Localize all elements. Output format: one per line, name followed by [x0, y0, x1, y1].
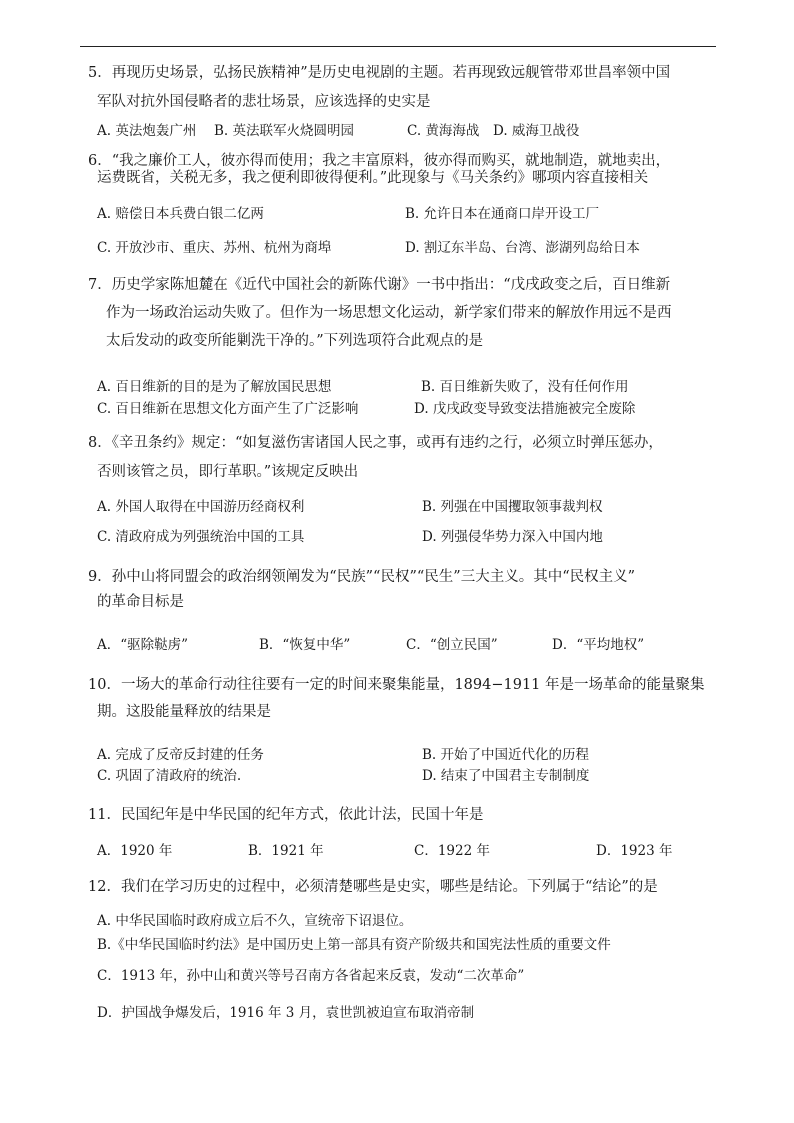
- question-stem-line: 否则该管之员，即行革职。”该规定反映出: [97, 464, 359, 480]
- option-a: A. 英法炮轰广州: [97, 123, 197, 139]
- option-a: A. 外国人取得在中国游历经商权利: [97, 499, 305, 515]
- option-b: B. 列强在中国攫取领事裁判权: [422, 499, 603, 515]
- option-c: C. 开放沙市、重庆、苏州、杭州为商埠: [97, 240, 332, 256]
- question-stem-line: 8．《辛丑条约》规定：“如复滋伤害诸国人民之事，或再有违约之行，必须立时弹压惩办，: [88, 435, 663, 451]
- option-d: D. 威海卫战役: [493, 123, 580, 139]
- option-d: D. 结束了中国君主专制制度: [422, 768, 590, 784]
- header-rule: [80, 46, 716, 47]
- option-b: B. 开始了中国近代化的历程: [422, 747, 590, 763]
- question-stem-line: 期。这股能量释放的结果是: [97, 704, 271, 720]
- option-c: C．1913 年，孙中山和黄兴等号召南方各省起来反袁，发动“二次革命”: [97, 968, 525, 984]
- option-d: D. 列强侵华势力深入中国内地: [422, 529, 603, 545]
- question-stem-line: 11．民国纪年是中华民国的纪年方式，依此计法，民国十年是: [88, 807, 484, 823]
- question-stem-line: 运费既省，关税无多，我之便利即彼得便利。”此现象与《马关条约》哪项内容直接相关: [97, 170, 649, 186]
- option-a: A. 百日维新的目的是为了解放国民思想: [97, 379, 332, 395]
- option-a: A．“驱除鞑虏”: [97, 637, 189, 653]
- option-c: C. 巩固了清政府的统治.: [97, 768, 242, 784]
- question-stem-line: 太后发动的政变所能剿洗干净的。”下列选项符合此观点的是: [106, 333, 484, 349]
- option-c: C．1922 年: [414, 843, 490, 859]
- option-a: A. 完成了反帝反封建的任务: [97, 747, 264, 763]
- question-stem-line: 10．一场大的革命行动往往要有一定的时间来聚集能量，1894−1911 年是一场革命的能量聚集: [88, 677, 705, 693]
- option-d: D. 戊戌政变导致变法措施被完全废除: [414, 401, 636, 417]
- option-b: B. 百日维新失败了，没有任何作用: [421, 379, 629, 395]
- option-a: A. 赔偿日本兵费白银二亿两: [97, 206, 264, 222]
- question-stem-line: 12．我们在学习历史的过程中，必须清楚哪些是史实，哪些是结论。下列属于“结论”的是: [88, 879, 658, 895]
- option-c: C. 百日维新在思想文化方面产生了广泛影响: [97, 401, 359, 417]
- option-c: C. 清政府成为列强统治中国的工具: [97, 529, 305, 545]
- option-b: B.《中华民国临时约法》是中国历史上第一部具有资产阶级共和国宪法性质的重要文件: [97, 937, 611, 953]
- question-stem-line: 9．孙中山将同盟会的政治纲领阐发为“民族”“民权”“民生”三大主义。其中“民权主义”: [88, 569, 636, 585]
- question-stem-line: 5．再现历史场景，弘扬民族精神”是历史电视剧的主题。若再现致远舰管带邓世昌率领中国: [88, 65, 671, 81]
- option-d: D．“平均地权”: [552, 637, 645, 653]
- option-b: B．“恢复中华”: [259, 637, 351, 653]
- question-stem-line: 军队对抗外国侵略者的悲壮场景，应该选择的史实是: [97, 94, 431, 110]
- option-b: B. 英法联军火烧圆明园: [214, 123, 355, 139]
- option-a: A. 中华民国临时政府成立后不久，宣统帝下诏退位。: [97, 913, 413, 929]
- option-d: D. 割辽东半岛、台湾、澎湖列岛给日本: [405, 240, 640, 256]
- option-c: C. 黄海海战: [407, 123, 480, 139]
- question-stem-line: 作为一场政治运动失败了。但作为一场思想文化运动，新学家们带来的解放作用远不是西: [106, 305, 672, 321]
- question-stem-line: 6．“我之廉价工人，彼亦得而使用；我之丰富原料，彼亦得而购买，就地制造，就地卖出，: [88, 153, 671, 169]
- option-c: C．“创立民国”: [406, 637, 498, 653]
- question-stem-line: 7．历史学家陈旭麓在《近代中国社会的新陈代谢》一书中指出：“戊戌政变之后，百日维新: [88, 277, 671, 293]
- option-d: D．护国战争爆发后，1916 年 3 月，袁世凯被迫宣布取消帝制: [97, 1005, 475, 1021]
- question-stem-line: 的革命目标是: [97, 594, 184, 610]
- option-b: B. 允许日本在通商口岸开设工厂: [405, 206, 600, 222]
- option-d: D．1923 年: [596, 843, 673, 859]
- option-a: A．1920 年: [97, 843, 173, 859]
- option-b: B．1921 年: [248, 843, 324, 859]
